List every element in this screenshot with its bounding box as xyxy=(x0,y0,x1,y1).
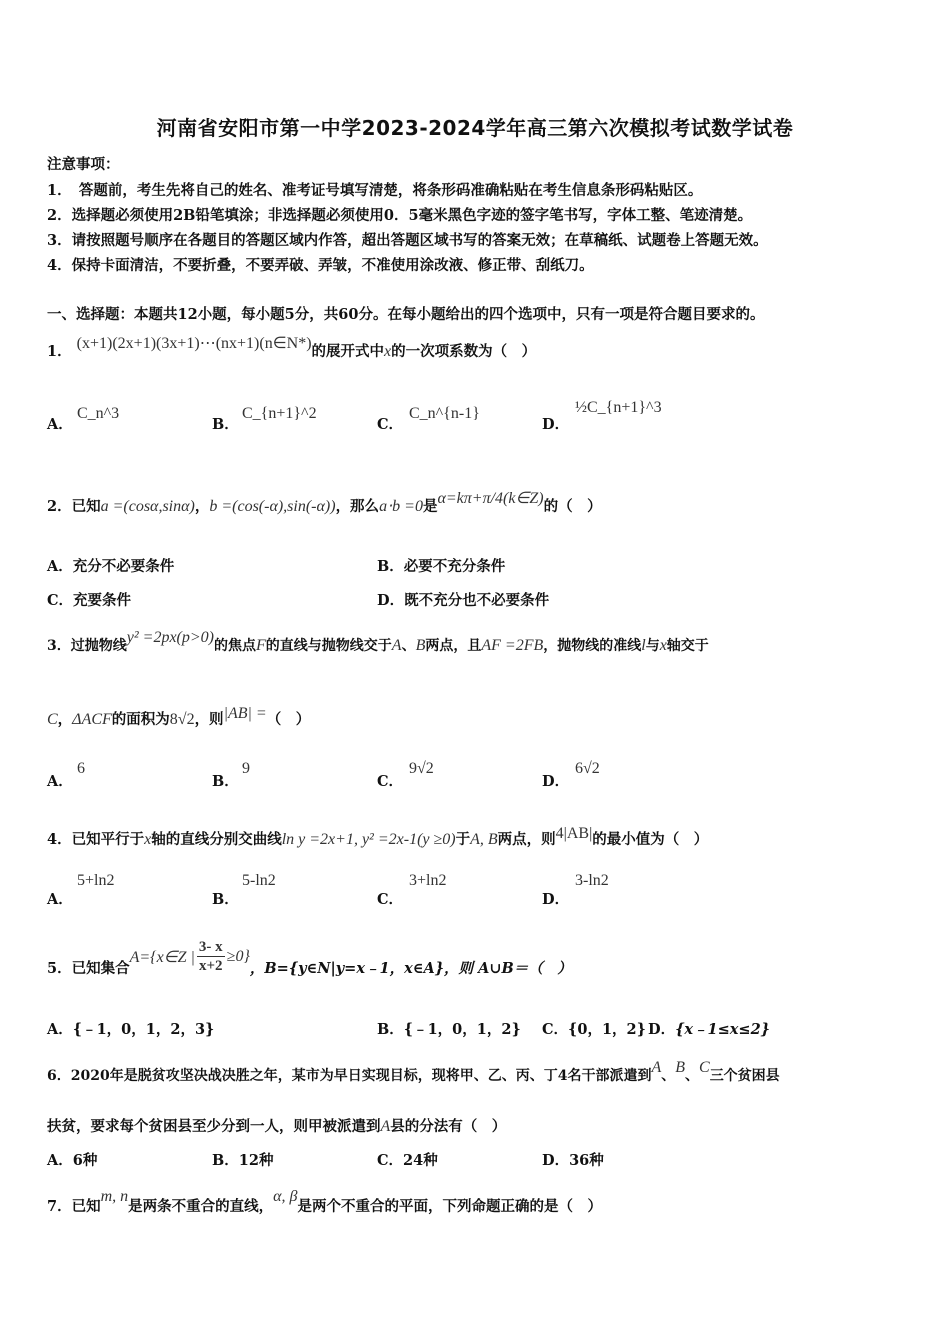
q5-option-c[interactable] xyxy=(542,1018,646,1039)
q6-county-b: B xyxy=(675,1059,686,1076)
q3-options xyxy=(47,760,907,790)
q6-option-d-label: D． xyxy=(542,1152,570,1169)
q2-option-a-text: 充分不必要条件 xyxy=(72,558,175,575)
q2-condition: α=kπ+π/4(k∈Z) xyxy=(437,490,544,507)
q3-af-relation: AF =2FB xyxy=(481,637,544,654)
q1-var: x xyxy=(384,343,392,360)
q7-text-a: 7．已知 xyxy=(47,1198,101,1215)
q3-option-b[interactable]: 9 xyxy=(242,760,250,777)
q6-sep-1: 、 xyxy=(661,1068,676,1084)
q3-text-c: 的直线与抛物线交于 xyxy=(265,638,392,654)
q6-county-c: C xyxy=(699,1059,710,1076)
q7-lines: m, n xyxy=(100,1188,129,1205)
q4-option-c[interactable]: 3+ln2 xyxy=(409,872,447,889)
q5-denominator: x+2 xyxy=(199,958,223,974)
question-3-line-1 xyxy=(47,629,709,655)
q1-number: 1． xyxy=(47,343,72,360)
q2-option-a-label: A． xyxy=(47,558,73,575)
q4-option-a[interactable]: 5+ln2 xyxy=(77,872,115,889)
q1-option-a-label[interactable]: A． xyxy=(47,416,73,433)
q3-option-b-label[interactable]: B． xyxy=(212,773,239,790)
q3-area-value: 8√2 xyxy=(169,711,195,728)
q4-points: A, B xyxy=(470,831,498,848)
q4-option-b-label[interactable]: B． xyxy=(212,891,239,908)
q4-options xyxy=(47,872,907,908)
q5-set-a-right: ≥0} xyxy=(226,947,250,965)
q6-option-c-value: 24种 xyxy=(403,1152,438,1169)
q1-option-a[interactable]: C_n^3 xyxy=(77,405,120,422)
q6-text-c: 扶贫，要求每个贫困县至少分到一人，则甲被派遣到 xyxy=(47,1118,381,1135)
q4-option-c-label[interactable]: C． xyxy=(377,891,404,908)
q6-option-d[interactable] xyxy=(542,1149,604,1170)
q2-option-d-text: 既不充分也不必要条件 xyxy=(404,592,550,609)
q4-option-a-label[interactable]: A． xyxy=(47,891,73,908)
q1-text: 的展开式中 xyxy=(311,343,385,360)
q3-option-d[interactable]: 6√2 xyxy=(575,760,600,777)
q2-option-d-label: D． xyxy=(377,592,405,609)
q7-text-b: 是两条不重合的直线， xyxy=(128,1198,274,1215)
q2-vector-b: b =(cos(-α),sin(-α)) xyxy=(209,498,336,515)
q3-triangle: ΔACF xyxy=(72,711,112,728)
q6-option-a-value: 6种 xyxy=(72,1152,98,1169)
question-3-line-2 xyxy=(47,705,311,729)
q3-option-d-label[interactable]: D． xyxy=(542,773,570,790)
q2-option-c-text: 充要条件 xyxy=(73,592,132,609)
q2-text-mid: ，那么 xyxy=(335,498,380,515)
q2-option-c[interactable] xyxy=(47,589,131,610)
q6-text-a: 6．2020年是脱贫攻坚决战决胜之年，某市为早日实现目标，现将甲、乙、丙、丁4名干部派遣到 xyxy=(47,1068,652,1084)
q2-number: 2．已知 xyxy=(47,498,101,515)
q5-option-d-value: {x﹣1≤x≤2} xyxy=(675,1021,770,1038)
q3-text-d: 两点，且 xyxy=(425,638,482,654)
q3-option-a[interactable]: 6 xyxy=(77,760,85,777)
q6-option-b-value: 12种 xyxy=(238,1152,274,1169)
question-6-line-2 xyxy=(47,1115,506,1136)
q2-separator: ， xyxy=(194,498,210,515)
q5-option-c-value: {0，1，2} xyxy=(568,1021,646,1038)
q1-text2: 的一次项系数为（ ） xyxy=(391,343,537,360)
q4-curves: ln y =2x+1, y² =2x-1(y ≥0) xyxy=(281,831,456,848)
notice-item-1: 1． 答题前，考生先将自己的姓名、准考证号填写清楚，将条形码准确粘贴在考生信息条形码粘贴区。 xyxy=(47,182,703,199)
q6-text-b: 三个贫困县 xyxy=(709,1068,780,1084)
q4-text-b: 轴的直线分别交曲线 xyxy=(151,831,282,848)
q6-sep-2: 、 xyxy=(685,1068,700,1084)
q2-text-end: 的（ ） xyxy=(543,498,602,515)
q3-text-a: 3．过抛物线 xyxy=(47,638,127,654)
q6-county-a-2: A xyxy=(380,1118,391,1135)
q5-option-d[interactable] xyxy=(648,1018,770,1039)
q5-text-a: 5．已知集合 xyxy=(47,960,130,977)
q6-option-c[interactable] xyxy=(377,1149,438,1170)
q1-option-b-label[interactable]: B． xyxy=(212,416,239,433)
q6-option-b-label: B． xyxy=(212,1152,239,1169)
q7-text-c: 是两个不重合的平面，下列命题正确的是（ ） xyxy=(297,1198,603,1215)
q2-option-d[interactable] xyxy=(377,589,549,610)
q3-point-a: A xyxy=(391,637,402,654)
q1-option-c-label[interactable]: C． xyxy=(377,416,404,433)
q3-text-g: 轴交于 xyxy=(666,638,709,654)
q5-option-c-label: C． xyxy=(542,1021,569,1038)
q4-option-d-label[interactable]: D． xyxy=(542,891,570,908)
q2-option-b-label: B． xyxy=(377,558,404,575)
q2-option-c-label: C． xyxy=(47,592,74,609)
q3-text-f: 与 xyxy=(645,638,660,654)
q3-directrix: l xyxy=(641,637,646,654)
q5-option-d-label: D． xyxy=(648,1021,676,1038)
q5-set-a-left: A={x∈Z | xyxy=(129,948,195,966)
question-1 xyxy=(47,335,537,361)
q3-text-b: 的焦点 xyxy=(214,638,256,654)
q3-paren: （ ） xyxy=(266,711,311,728)
q3-sep: 、 xyxy=(401,638,416,654)
q6-option-a[interactable] xyxy=(47,1149,97,1170)
q2-option-b[interactable] xyxy=(377,555,505,576)
q3-comma: ， xyxy=(57,711,73,728)
q1-option-d-label[interactable]: D． xyxy=(542,416,570,433)
q1-option-d[interactable]: ½C_{n+1}^3 xyxy=(575,399,662,416)
question-2 xyxy=(47,490,602,516)
q6-option-c-label: C． xyxy=(377,1152,404,1169)
q1-option-b[interactable]: C_{n+1}^2 xyxy=(242,405,317,422)
q4-text-e: 的最小值为（ ） xyxy=(592,831,709,848)
q3-option-c-label[interactable]: C． xyxy=(377,773,404,790)
page-title: 河南省安阳市第一中学2023-2024学年高三第六次模拟考试数学试卷 xyxy=(156,116,794,140)
q3-text-e: ，抛物线的准线 xyxy=(543,638,642,654)
q7-planes: α, β xyxy=(273,1188,298,1205)
q3-text-then: ，则 xyxy=(194,711,224,728)
q3-text-area: 的面积为 xyxy=(111,711,170,728)
q4-option-d[interactable]: 3-ln2 xyxy=(575,872,609,889)
notice-heading: 注意事项： xyxy=(47,156,120,173)
q3-ab-length: |AB| = xyxy=(223,705,267,722)
q5-numerator: 3- x xyxy=(198,939,223,955)
notice-item-2: 2．选择题必须使用2B铅笔填涂；非选择题必须使用0．5毫米黑色字迹的签字笔书写，字体工整、笔迹清楚。 xyxy=(47,207,753,224)
q6-county-a: A xyxy=(651,1059,662,1076)
q3-point-b: B xyxy=(415,637,426,654)
q3-focus: F xyxy=(256,637,266,654)
q4-expression: 4|AB| xyxy=(555,825,593,842)
q4-text-c: 于 xyxy=(455,831,471,848)
q2-option-b-text: 必要不充分条件 xyxy=(403,558,506,575)
q2-vector-a: a =(cosα,sinα) xyxy=(100,498,195,515)
q3-x-axis: x xyxy=(659,637,667,654)
question-4 xyxy=(47,825,709,849)
q6-option-b[interactable] xyxy=(212,1149,273,1170)
q3-point-c: C xyxy=(47,711,58,728)
q4-option-b[interactable]: 5-ln2 xyxy=(242,872,276,889)
q2-option-a[interactable] xyxy=(47,555,174,576)
q4-text-d: 两点，则 xyxy=(497,831,556,848)
q2-dot-product: a⋅b =0 xyxy=(379,498,423,515)
q6-option-d-value: 36种 xyxy=(569,1152,604,1169)
q4-text-a: 4．已知平行于 xyxy=(47,831,145,848)
q3-option-a-label[interactable]: A． xyxy=(47,773,73,790)
question-5 xyxy=(47,935,572,978)
notice-item-4: 4．保持卡面清洁，不要折叠，不要弄破、弄皱，不准使用涂改液、修正带、刮纸刀。 xyxy=(47,257,594,274)
q2-text-is: 是 xyxy=(422,498,438,515)
question-6-line-1 xyxy=(47,1059,780,1085)
q1-expression: (x+1)(2x+1)(3x+1)⋯(nx+1)(n∈N*) xyxy=(76,335,312,352)
q5-option-a[interactable] xyxy=(47,1018,214,1039)
q5-option-b[interactable] xyxy=(377,1018,521,1039)
q3-parabola: y² =2px(p>0) xyxy=(126,629,214,646)
q6-option-a-label: A． xyxy=(47,1152,73,1169)
q5-text-b: ，B={y∈N|y=x﹣1，x∈A}，则 A∪B＝（ ） xyxy=(249,960,572,977)
question-7 xyxy=(47,1188,603,1216)
notice-item-3: 3．请按照题号顺序在各题目的答题区域内作答，超出答题区域书写的答案无效；在草稿纸、试题卷上答题无效。 xyxy=(47,232,768,249)
q5-option-b-value: {﹣1，0，1，2} xyxy=(403,1021,521,1038)
q3-option-c[interactable]: 9√2 xyxy=(409,760,434,777)
q5-option-b-label: B． xyxy=(377,1021,404,1038)
q5-fraction xyxy=(197,938,225,975)
q6-text-d: 县的分法有（ ） xyxy=(390,1118,507,1135)
q1-option-c[interactable]: C_n^{n-1} xyxy=(409,405,480,422)
q5-option-a-label: A． xyxy=(47,1021,73,1038)
q4-x-axis: x xyxy=(144,831,152,848)
q5-option-a-value: {﹣1，0，1，2，3} xyxy=(72,1021,215,1038)
q1-options xyxy=(47,399,907,445)
section-heading: 一、选择题：本题共12小题，每小题5分，共60分。在每小题给出的四个选项中，只有一项是符合题目要求的。 xyxy=(47,306,765,323)
